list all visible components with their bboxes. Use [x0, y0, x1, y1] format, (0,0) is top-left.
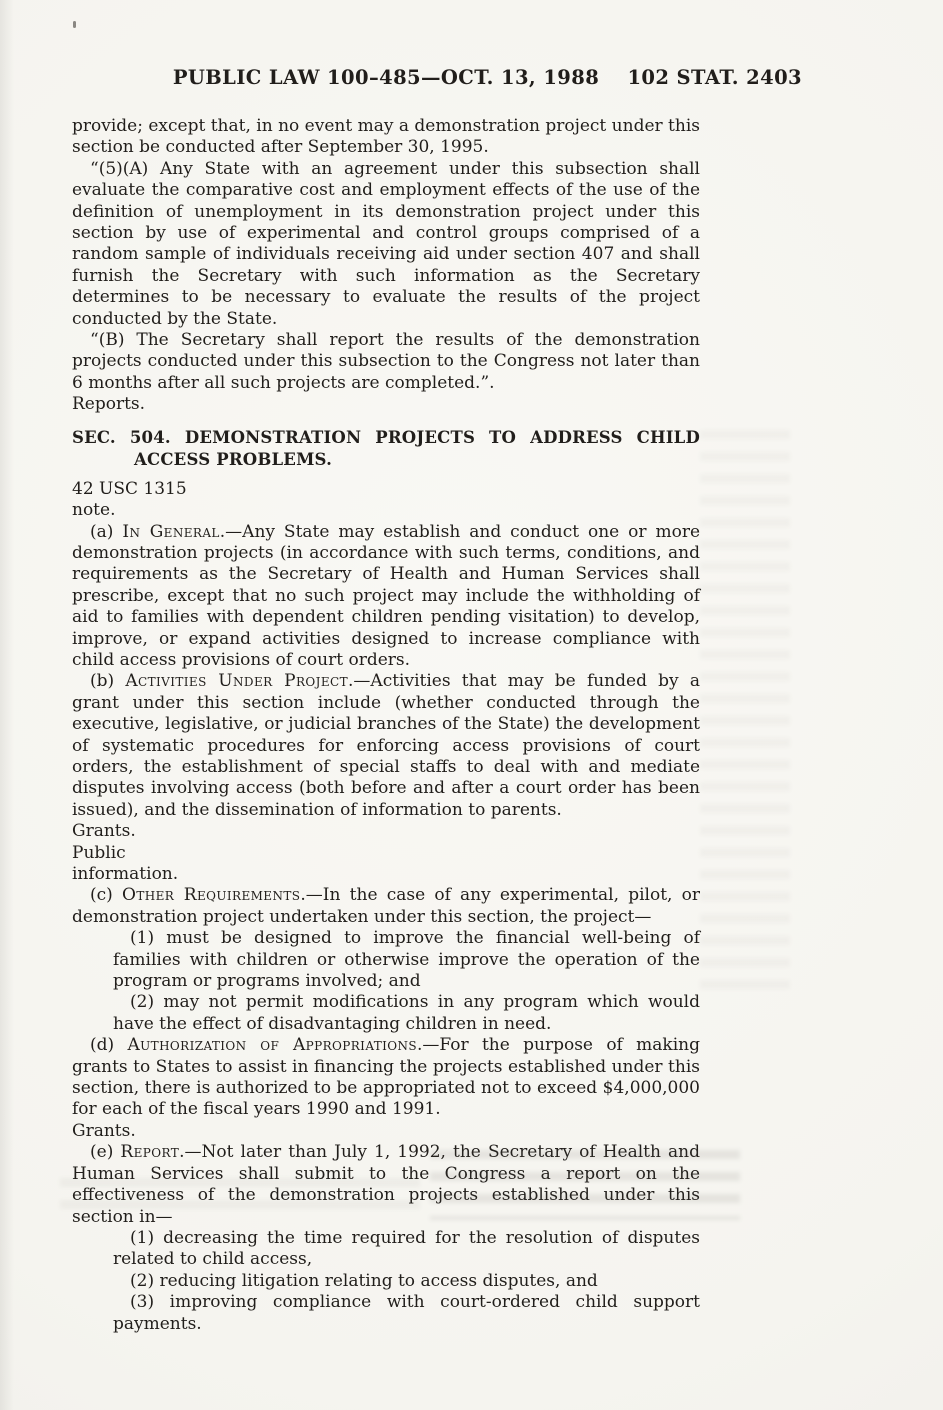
paragraph-text: (1) must be designed to improve the financial well-being of families with children or otherwise improve the operation of the program or programs involved; and: [113, 928, 700, 992]
paragraph-c-other-requirements: [72, 885, 700, 928]
section-number: SEC. 504.: [72, 427, 171, 447]
subsection-number: (c): [90, 885, 122, 906]
margin-note-line: note.: [72, 500, 116, 521]
scan-bleedthrough: [700, 430, 790, 990]
margin-note-line: Grants.: [72, 821, 136, 842]
subsection-heading: Activities Under Project: [125, 671, 349, 692]
paragraph-text: .—For the purpose of making grants to States to assist in financing the projects established under this section, there is authorized to be appropriated not to exceed $4,000,000 for each of the fiscal years 1990 and 1991.: [72, 1035, 700, 1120]
subsection-number: (b): [90, 671, 126, 692]
subsection-heading: In General: [122, 521, 220, 542]
paragraph-text: .—Not later than July 1, 1992, the Secretary of Health and Human Services shall submit to the Congress a report on the effectiveness of the demonstration projects established under this section in—: [72, 1142, 700, 1227]
clause-e-2: [72, 1271, 700, 1292]
scan-artifact: [73, 21, 76, 28]
clause-e-3: [72, 1292, 700, 1335]
subsection-number: (d): [90, 1035, 128, 1056]
paragraph-5b: [72, 330, 700, 394]
running-head-stat-page: 102 STAT. 2403: [627, 66, 802, 89]
scan-edge-shadow: [0, 0, 14, 1410]
margin-note-line: Public: [72, 842, 126, 863]
margin-note-line: Reports.: [72, 394, 146, 415]
paragraph-text: “(5)(A) Any State with an agreement under this subsection shall evaluate the comparative cost and employment effects of the use of the definition of unemployment in its demonstration project under this section by use of experimental and control groups comprised of a random sample of individuals receiving aid under section 407 and shall furnish the Secretary with such information as the Secretary determines to be necessary to evaluate the results of the project conducted by the State.: [72, 158, 700, 329]
paragraph-d-authorization: [72, 1035, 700, 1121]
paragraph-text: “(B) The Secretary shall report the results of the demonstration projects conducted under this subsection to the Congress not later than 6 months after all such projects are completed.”.: [72, 330, 700, 393]
clause-c-1: [72, 928, 700, 992]
paragraph-a-in-general: [72, 522, 700, 672]
paragraph-5a: [72, 159, 700, 330]
paragraph-text: provide; except that, in no event may a demonstration project under this section be conducted after September 30, 1995.: [72, 116, 700, 158]
page-header: [72, 66, 802, 92]
paragraph-text: (2) reducing litigation relating to access disputes, and: [130, 1270, 598, 1291]
section-title: DEMONSTRATION PROJECTS TO ADDRESS CHILD ACCESS PROBLEMS.: [134, 427, 700, 469]
subsection-heading: Other Requirements: [121, 885, 301, 906]
margin-note-line: Grants.: [72, 1120, 136, 1141]
subsection-number: (e): [90, 1142, 121, 1163]
paragraph-text: .—In the case of any experimental, pilot, or demonstration project undertaken under this section, the project—: [72, 885, 700, 927]
paragraph-b-activities: [72, 671, 700, 821]
paragraph-text: (3) improving compliance with court-ordered child support payments.: [113, 1292, 700, 1334]
running-head-law-title: PUBLIC LAW 100–485—OCT. 13, 1988: [172, 66, 600, 89]
clause-e-1: [72, 1228, 700, 1271]
subsection-heading: Authorization of Appropriations: [127, 1035, 418, 1056]
paragraph-text: (2) may not permit modifications in any program which would have the effect of disadvantaging children in need.: [113, 992, 700, 1034]
subsection-heading: Report: [120, 1142, 180, 1163]
section-504-heading: [72, 427, 700, 471]
margin-note-line: 42 USC 1315: [72, 478, 187, 499]
paragraph-text: .—Activities that may be funded by a grant under this section include (whether conducted through the executive, legislative, or judicial branches of the State) the development of systematic procedures for enforcing access provisions of court orders, the establishment of special staffs to deal with and mediate disputes involving access (both before and after a court order has been issued), and the dissemination of information to parents.: [72, 671, 700, 820]
paragraph-text: .—Any State may establish and conduct one or more demonstration projects (in accordance with such terms, conditions, and requirements as the Secretary of Health and Human Services shall prescribe, except that no such project may include the withholding of aid to families with dependent children pending visitation) to develop, improve, or expand activities designed to increase compliance with child access provisions of court orders.: [72, 521, 701, 670]
margin-note-line: information.: [72, 864, 179, 884]
subsection-number: (a): [90, 521, 123, 542]
paragraph-continuation: [72, 116, 700, 159]
paragraph-text: (1) decreasing the time required for the resolution of disputes related to child access,: [113, 1227, 700, 1270]
paragraph-e-report: [72, 1142, 700, 1228]
clause-c-2: [72, 992, 700, 1035]
statute-text-column: [72, 116, 700, 1335]
